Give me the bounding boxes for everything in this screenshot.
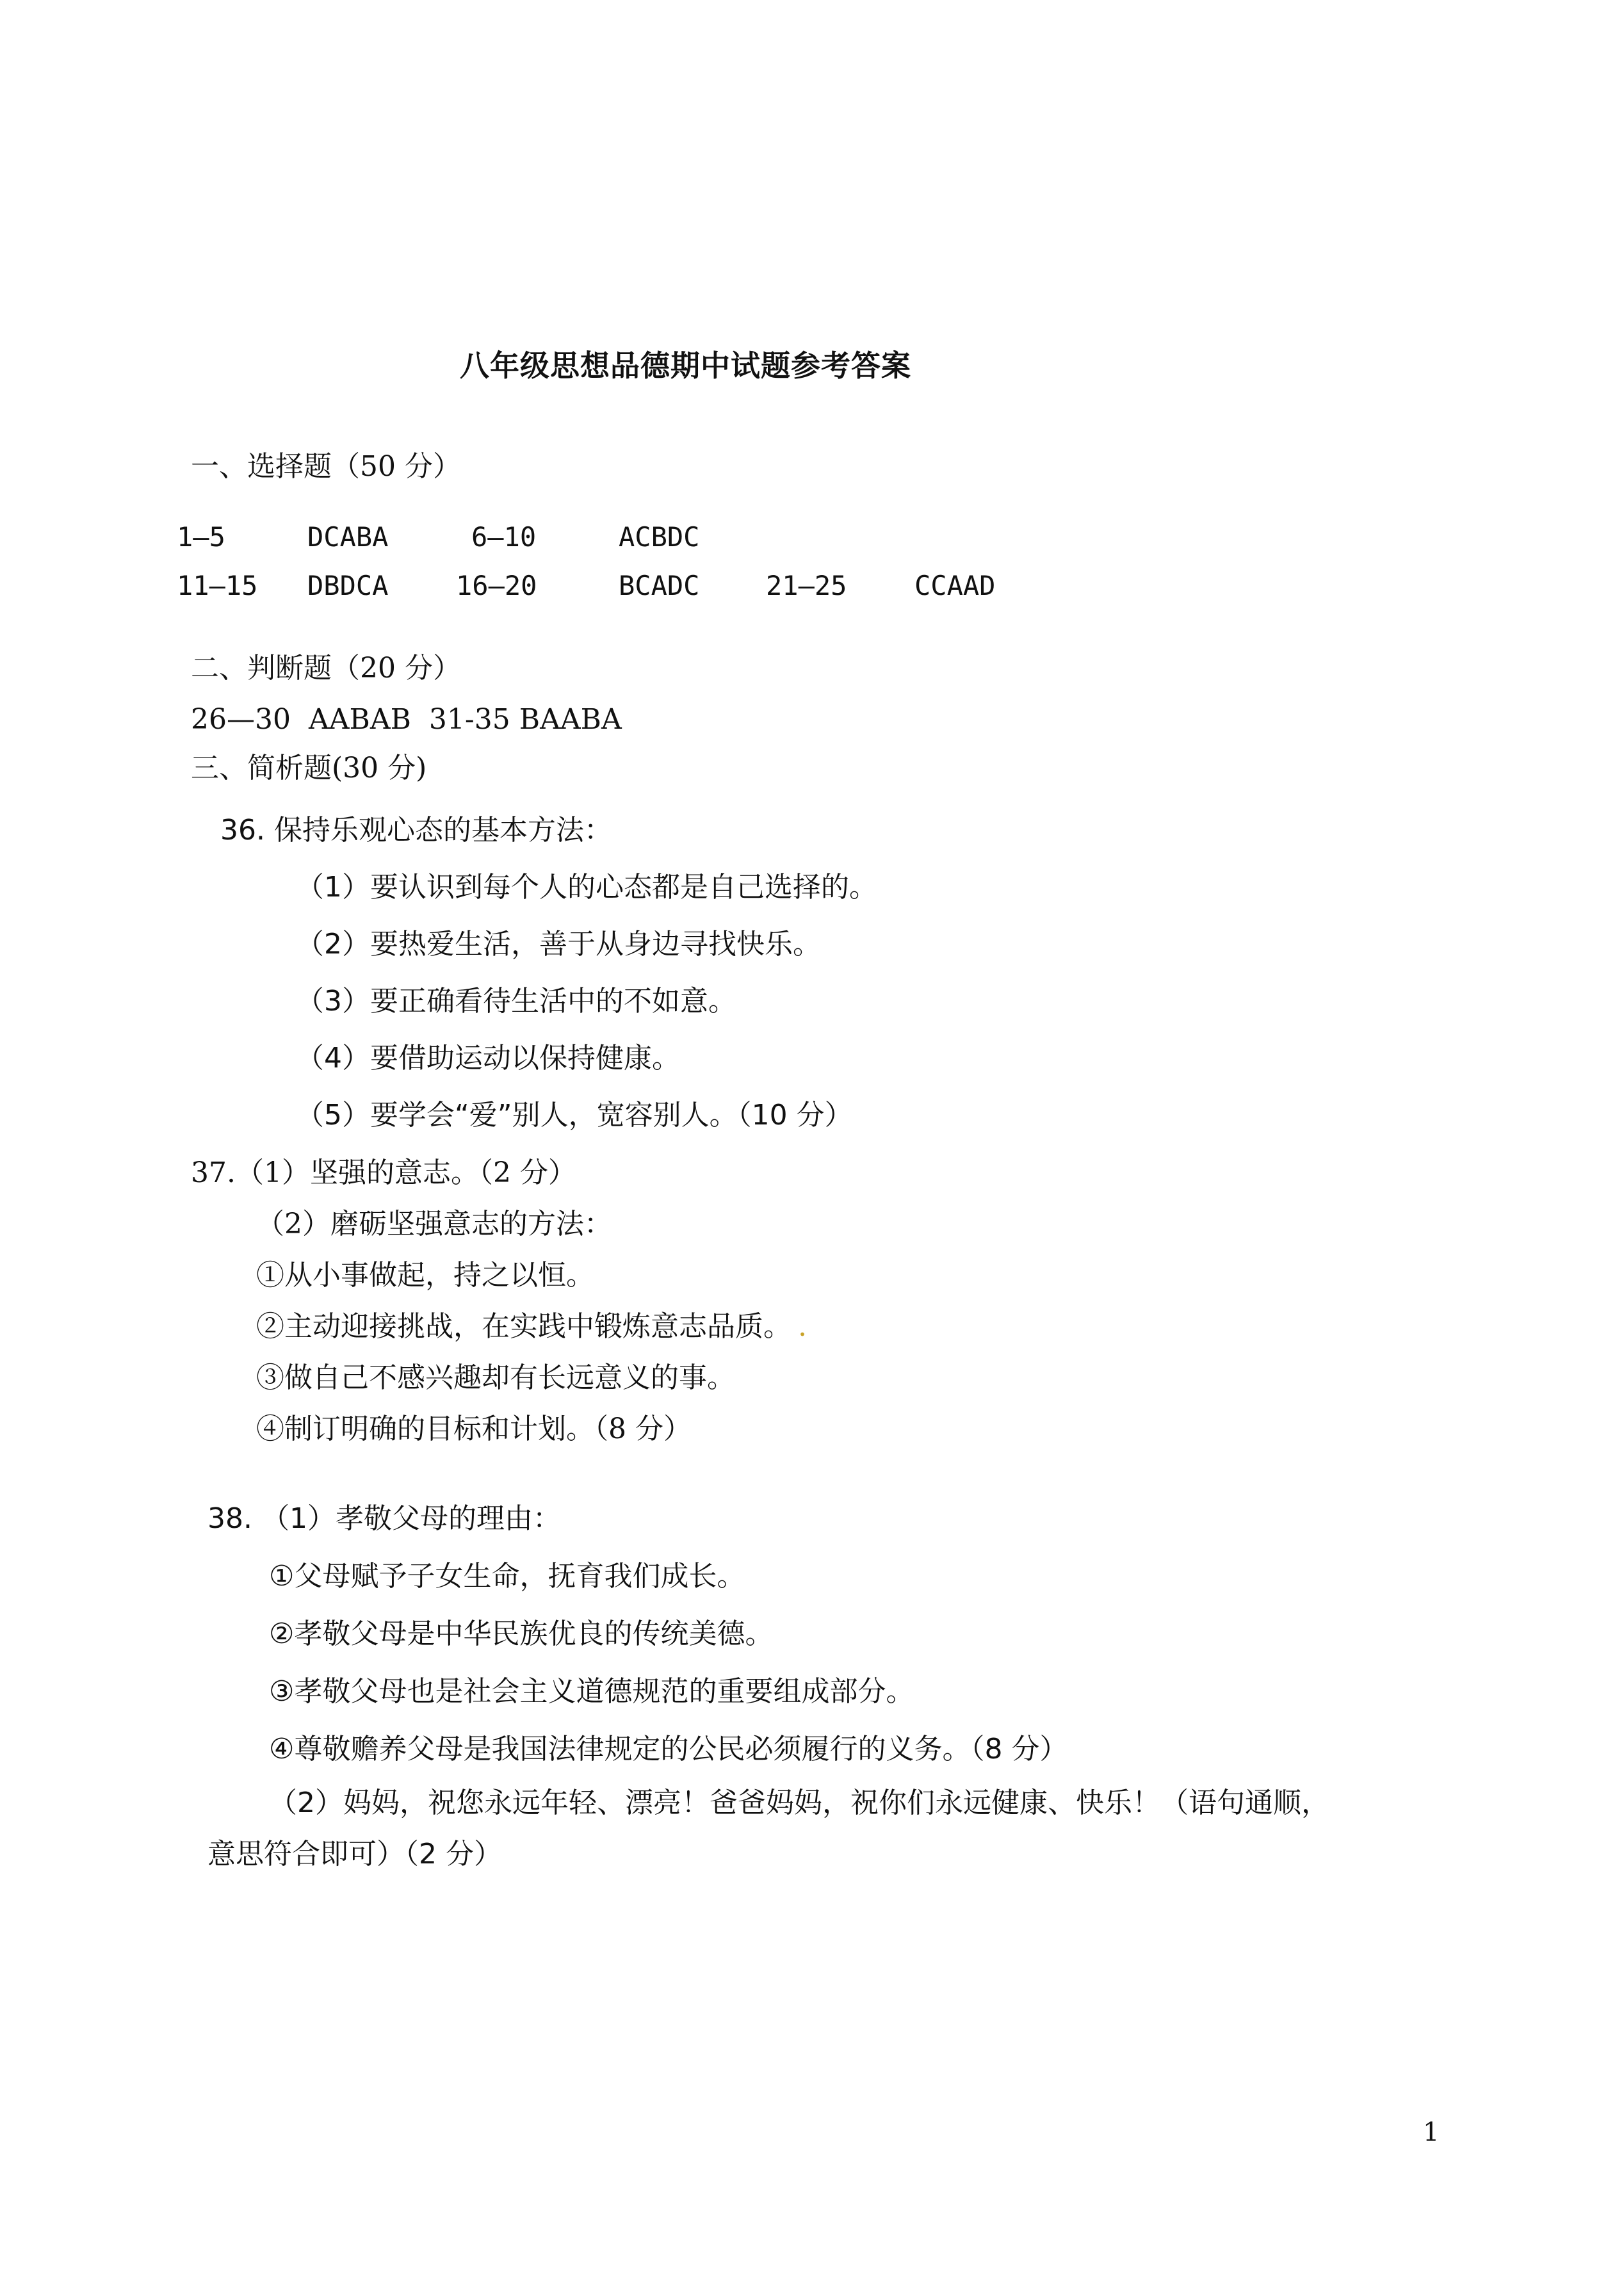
q38-item: ①父母赋予子女生命，抚育我们成长。 bbox=[269, 1560, 745, 1593]
mc-answers: DBDCA bbox=[307, 570, 389, 601]
q36-item: （1）要认识到每个人的心态都是自己选择的。 bbox=[296, 871, 877, 904]
mc-answers: DCABA bbox=[307, 521, 389, 553]
q38-part2-line1: （2）妈妈，祝您永远年轻、漂亮！爸爸妈妈，祝你们永远健康、快乐！（语句通顺， bbox=[269, 1787, 1329, 1819]
mc-answers: BCADC bbox=[619, 570, 700, 601]
section2-answers: 26—30 AABAB 31-35 BAABA bbox=[191, 703, 622, 736]
mc-range: 11—15 bbox=[177, 570, 258, 601]
q38-item: ②孝敬父母是中华民族优良的传统美德。 bbox=[269, 1618, 774, 1650]
q38-item: ④尊敬赡养父母是我国法律规定的公民必须履行的义务。（8 分） bbox=[269, 1733, 1068, 1765]
q37-stem: 37.（1）坚强的意志。（2 分） bbox=[191, 1156, 576, 1189]
q37-item: ③做自己不感兴趣却有长远意义的事。 bbox=[256, 1361, 735, 1394]
page-number: 1 bbox=[1423, 2118, 1440, 2147]
q37-sub: （2）磨砺坚强意志的方法： bbox=[256, 1208, 612, 1240]
q38-part2-line2: 意思符合即可）（2 分） bbox=[207, 1838, 502, 1870]
mc-answers: ACBDC bbox=[619, 521, 700, 553]
q37-item bbox=[256, 1310, 807, 1343]
q38-item: ③孝敬父母也是社会主义道德规范的重要组成部分。 bbox=[269, 1675, 914, 1708]
mc-range: 16—20 bbox=[456, 570, 537, 601]
mc-range: 1—5 bbox=[177, 521, 225, 553]
section1-heading: 一、选择题（50 分） bbox=[191, 450, 461, 483]
mc-range: 21—25 bbox=[766, 570, 847, 601]
section3-heading: 三、简析题(30 分) bbox=[191, 752, 427, 784]
page-title: 八年级思想品德期中试题参考答案 bbox=[460, 348, 911, 383]
q36-item: （5）要学会“爱”别人，宽容别人。（10 分） bbox=[296, 1099, 853, 1131]
q37-item: ①从小事做起，持之以恒。 bbox=[256, 1259, 594, 1292]
q37-item-text: ②主动迎接挑战，在实践中锻炼意志品质。 bbox=[256, 1310, 792, 1343]
q38-stem: 38. （1）孝敬父母的理由： bbox=[207, 1502, 561, 1535]
q37-item: ④制订明确的目标和计划。（8 分） bbox=[256, 1413, 692, 1445]
stray-mark: . bbox=[798, 1310, 807, 1343]
mc-answers: CCAAD bbox=[914, 570, 996, 601]
q36-item: （4）要借助运动以保持健康。 bbox=[296, 1042, 680, 1075]
section2-heading: 二、判断题（20 分） bbox=[191, 652, 461, 685]
mc-range: 6—10 bbox=[471, 521, 537, 553]
q36-stem: 36. 保持乐观心态的基本方法： bbox=[220, 814, 612, 847]
q36-item: （2）要热爱生活，善于从身边寻找快乐。 bbox=[296, 928, 821, 961]
q36-item: （3）要正确看待生活中的不如意。 bbox=[296, 985, 736, 1018]
